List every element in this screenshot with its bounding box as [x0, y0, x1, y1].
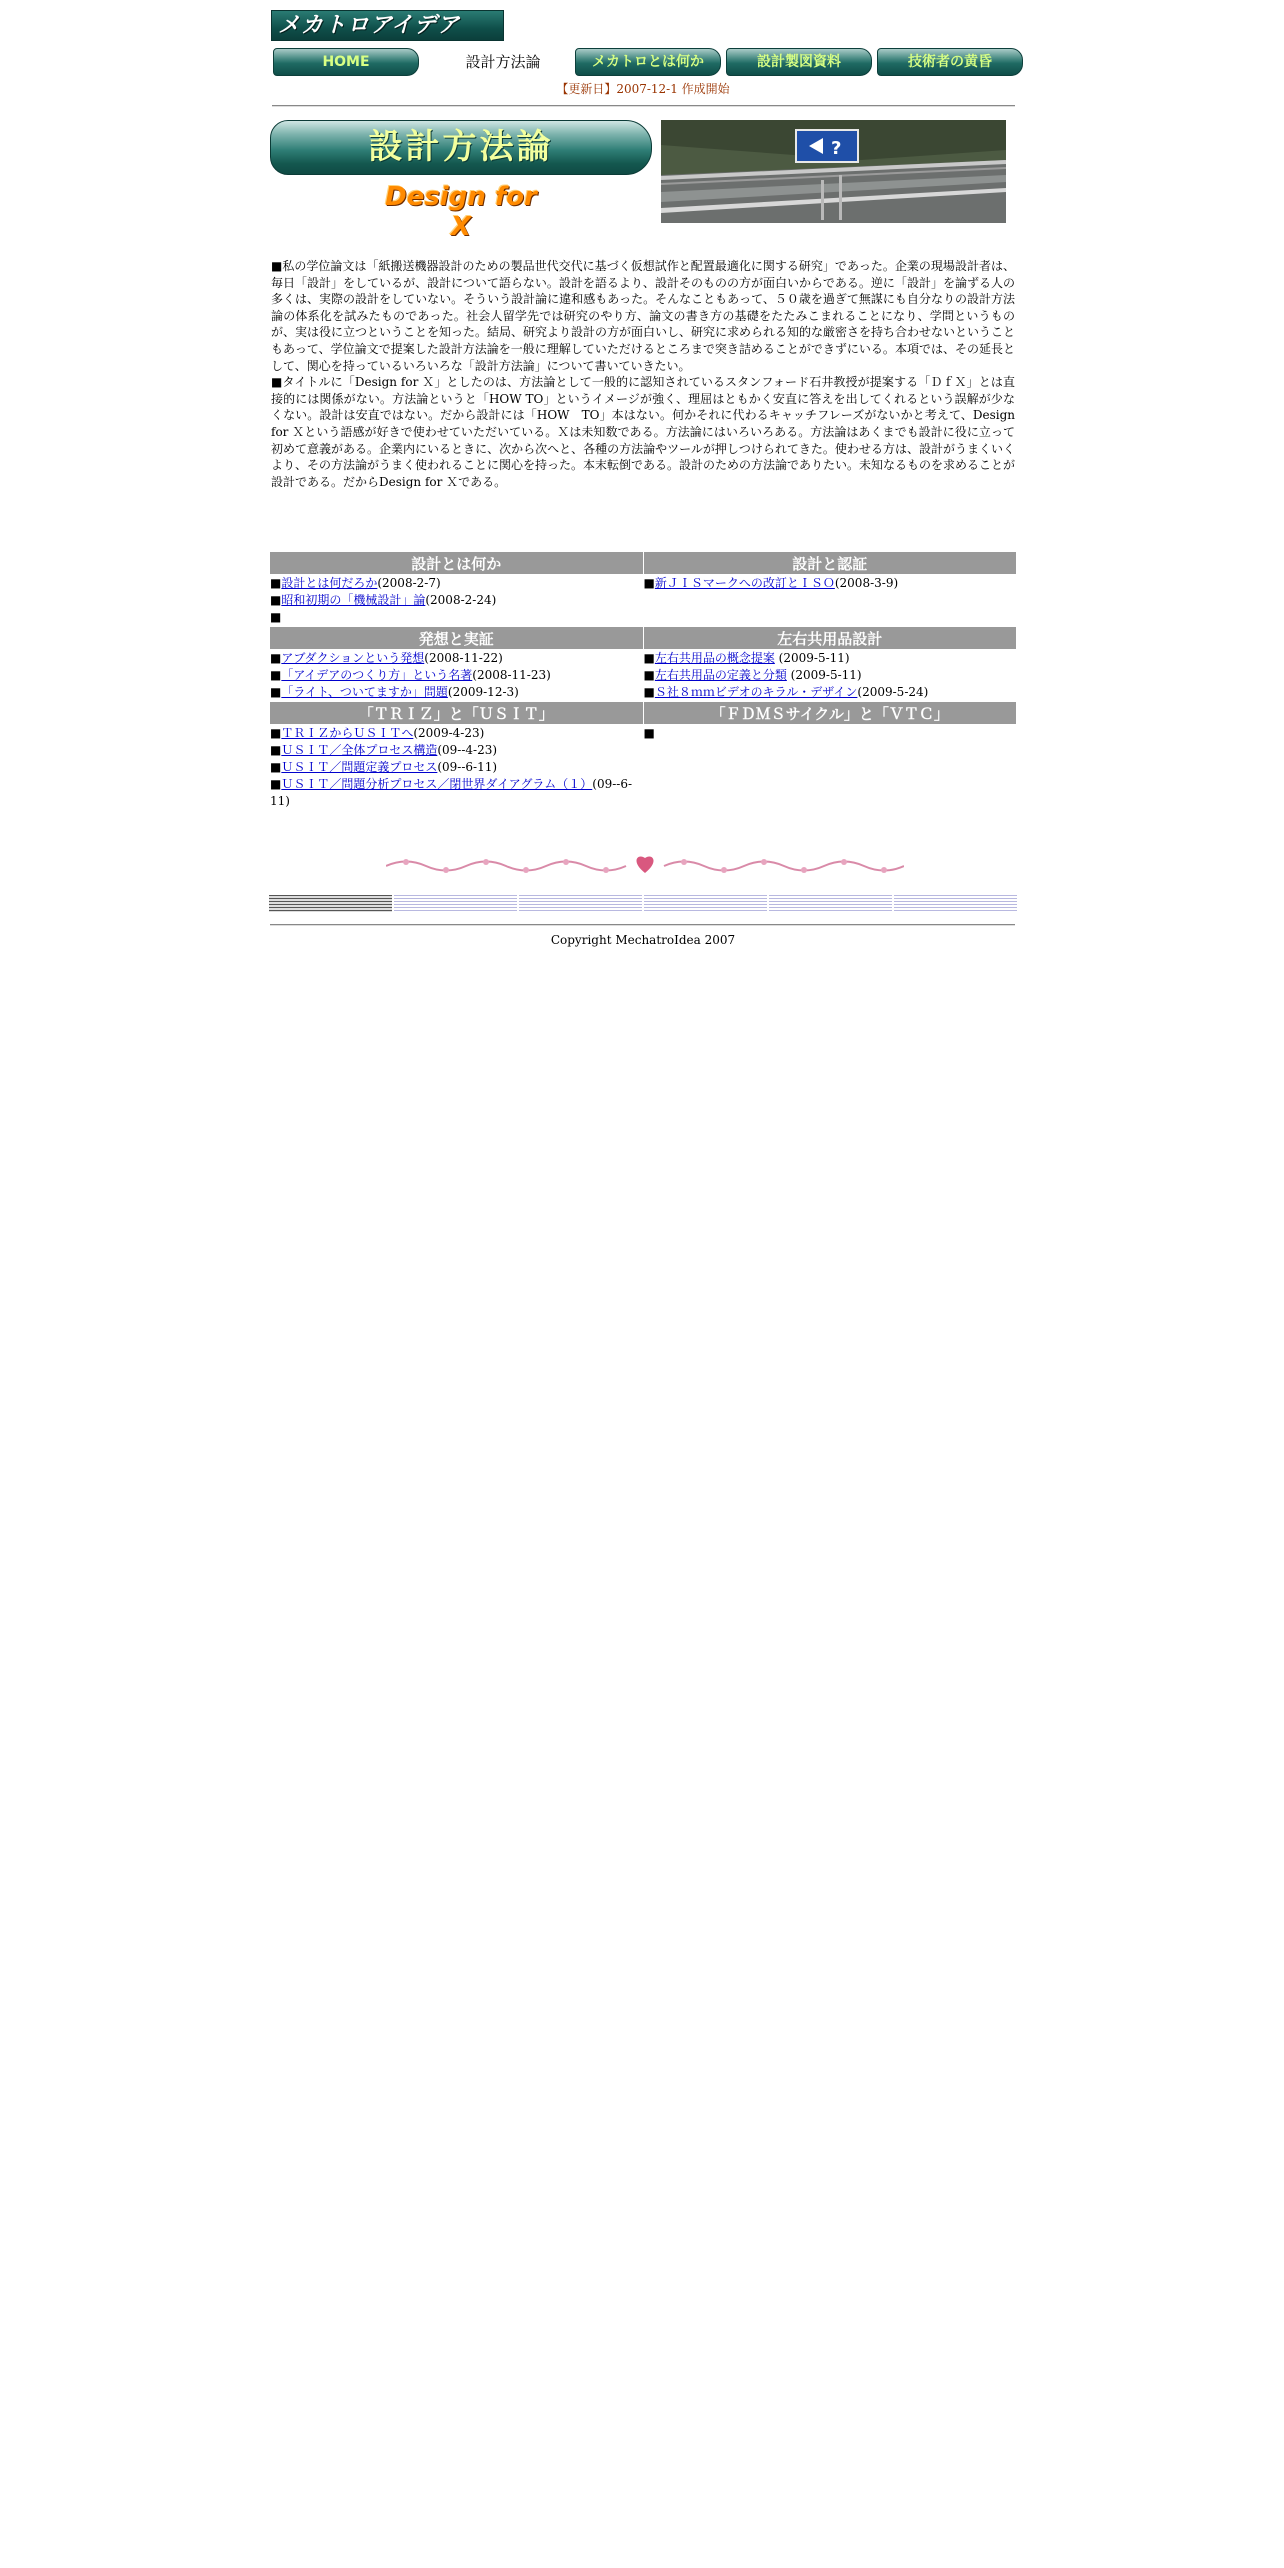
article-link[interactable]: 設計とは何だろか: [281, 576, 378, 590]
bar-segment: [644, 895, 767, 912]
nav-engineer-label: 技術者の黄昏: [908, 54, 992, 70]
header-divider: [272, 105, 1015, 107]
section-heading: 発想と実証: [270, 627, 643, 649]
list-item: [270, 776, 643, 810]
bullet: ■: [270, 777, 282, 791]
list-item: [270, 725, 643, 742]
list-item: [270, 609, 643, 626]
decorative-bar: [269, 895, 1017, 912]
section-list: [644, 575, 1017, 626]
svg-text:?: ?: [831, 138, 842, 159]
article-date: (2008-11-23): [472, 668, 551, 682]
flower-divider-icon: [386, 855, 904, 877]
nav-home-button[interactable]: [273, 48, 419, 76]
bullet: ■: [643, 726, 655, 740]
nav-design-drawing-label: 設計製図資料: [757, 54, 841, 70]
title-banner: [270, 120, 652, 175]
section-heading: 左右共用品設計: [644, 627, 1017, 649]
list-item: [644, 684, 1017, 701]
article-date: (2009-5-24): [857, 685, 929, 699]
article-date: (2008-11-22): [424, 651, 503, 665]
nav-engineer-button[interactable]: [877, 48, 1023, 76]
article-date: (2008-2-7): [377, 576, 441, 590]
section-list: [644, 725, 1017, 810]
section-list: [270, 650, 643, 701]
bullet: ■: [270, 743, 282, 757]
intro-paragraph-2: ■タイトルに「Design for Ｘ」としたのは、方法論として一般的に認知されているスタンフォード石井教授が提案する「ＤｆＸ」とは直接的には関係がない。方法論というと「HOW TO」というイメージが強く、理屈はともかく安直に答えを出してくれるという誤解が少なくない。設計は安直ではない。だから設計には「HOW TO」本はない。何かそれに代わるキャッチフレーズがないかと考えて、Design for Ｘという語感が好きで使わせていただいている。Ｘは未知数である。方法論にはいろいろある。方法論はあくまでも設計に役に立って初めて意義がある。企業内にいるときに、次から次へと、各種の方法論やツールが押しつけられてきた。使わせる方は、設計がうまくいくより、その方法論がうまく使われることに関心を持った。本末転倒である。設計のための方法論でありたい。未知なるものを求めることが設計である。だからDesign for Ｘである。: [271, 375, 1016, 489]
nav-design-drawing-button[interactable]: [726, 48, 872, 76]
list-item: [270, 650, 643, 667]
bullet: ■: [270, 726, 282, 740]
list-item: [270, 592, 643, 609]
nav-mechatro-label: メカトロとは何か: [592, 54, 704, 70]
bullet: ■: [643, 651, 655, 665]
page-subtitle: Design for X: [385, 182, 537, 242]
bullet: ■: [270, 651, 282, 665]
bar-segment: [519, 895, 642, 912]
article-link[interactable]: ＵＳＩＴ／全体プロセス構造: [281, 743, 438, 757]
article-link[interactable]: 左右共用品の概念提案: [654, 651, 775, 665]
section-list: [270, 725, 643, 810]
article-date: (09--6-11): [270, 777, 633, 808]
bullet: ■: [643, 685, 655, 699]
intro-text: [271, 258, 1015, 490]
article-date: (2008-3-9): [834, 576, 899, 590]
bullet: ■: [270, 593, 282, 607]
list-item: [644, 575, 1017, 592]
article-link[interactable]: ＴＲＩＺからＵＳＩＴへ: [281, 726, 414, 740]
article-date: (2009-4-23): [413, 726, 485, 740]
intro-paragraph-1: ■私の学位論文は「紙搬送機器設計のための製品世代交代に基づく仮想試作と配置最適化に関する研究」であった。企業の現場設計者は、毎日「設計」をしているが、設計について語らない。設計を語るより、設計そのものの方が面白いからである。逆に「設計」を論ずる人の多くは、実際の設計をしていない。そういう設計論に違和感もあった。そんなこともあって、５０歳を過ぎて無謀にも自分なりの設計方法論の体系化を試みたものであった。社会人留学先では研究のやり方、論文の書き方の基礎をたたみこまれることになり、学問というものが、実は役に立つということを知った。結局、研究より設計の方が面白いし、研究に求められる知的な厳密さを持ち合わせないということもあって、学位論文で提案した設計方法論を一般に理解していただけるところまで突き詰めることができずにいる。本項では、その延長として、関心を持っているいろいろな「設計方法論」について書いていきたい。: [271, 259, 1016, 373]
topics-table: [269, 551, 1017, 811]
list-item: [644, 725, 1017, 742]
bullet: ■: [270, 576, 282, 590]
article-date: (09--6-11): [437, 760, 498, 774]
section-list: [644, 650, 1017, 701]
article-link[interactable]: 「ライト、ついてますか」問題: [281, 685, 448, 699]
bullet: ■: [643, 576, 655, 590]
copyright: Copyright MechatroIdea 2007: [550, 933, 736, 947]
bullet: ■: [270, 610, 282, 624]
bar-segment: [269, 895, 392, 912]
article-link[interactable]: Ｓ社８ｍｍビデオのキラル・デザイン: [654, 685, 858, 699]
section-heading: 「ＦＤＭＳサイクル」と「ＶＴＣ」: [644, 702, 1017, 724]
article-link[interactable]: ＵＳＩＴ／問題分析プロセス／閉世界ダイアグラム（１）: [281, 777, 593, 791]
article-date: (2009-5-11): [786, 668, 862, 682]
section-heading: 設計とは何か: [270, 552, 643, 574]
section-heading: 「ＴＲＩＺ」と「ＵＳＩＴ」: [270, 702, 643, 724]
article-link[interactable]: 新ＪＩＳマークへの改訂とＩＳＯ: [654, 576, 835, 590]
site-logo-text: メカトロアイデア: [278, 13, 461, 38]
site-logo[interactable]: [271, 10, 504, 41]
article-link[interactable]: 「アイデアのつくり方」という名著: [281, 668, 473, 682]
article-date: (2008-2-24): [425, 593, 497, 607]
article-link[interactable]: 昭和初期の「機械設計」論: [281, 593, 426, 607]
article-date: (09--4-23): [437, 743, 498, 757]
bar-segment: [894, 895, 1017, 912]
nav-current-page: 設計方法論: [465, 53, 541, 71]
list-item: [270, 667, 643, 684]
list-item: [644, 667, 1017, 684]
footer-divider: [270, 924, 1015, 926]
road-sign-photo-icon: [661, 120, 1006, 223]
list-item: [270, 742, 643, 759]
list-item: [270, 759, 643, 776]
nav-home-label: HOME: [322, 54, 370, 70]
updated-date: 【更新日】2007-12-1 作成開始: [556, 82, 730, 96]
bar-segment: [769, 895, 892, 912]
list-item: [270, 684, 643, 701]
section-list: [270, 575, 643, 626]
page-title: 設計方法論: [368, 127, 554, 167]
article-date: (2009-5-11): [774, 651, 850, 665]
article-date: (2009-12-3): [447, 685, 519, 699]
article-link[interactable]: ＵＳＩＴ／問題定義プロセス: [281, 760, 438, 774]
nav-mechatro-button[interactable]: [575, 48, 721, 76]
bullet: ■: [643, 668, 655, 682]
list-item: [270, 575, 643, 592]
section-heading: 設計と認証: [644, 552, 1017, 574]
bullet: ■: [270, 760, 282, 774]
list-item: [644, 650, 1017, 667]
bullet: ■: [270, 668, 282, 682]
road-sign-photo: [661, 120, 1006, 223]
article-link[interactable]: アブダクションという発想: [281, 651, 425, 665]
article-link[interactable]: 左右共用品の定義と分類: [654, 668, 787, 682]
bar-segment: [394, 895, 517, 912]
bullet: ■: [270, 685, 282, 699]
